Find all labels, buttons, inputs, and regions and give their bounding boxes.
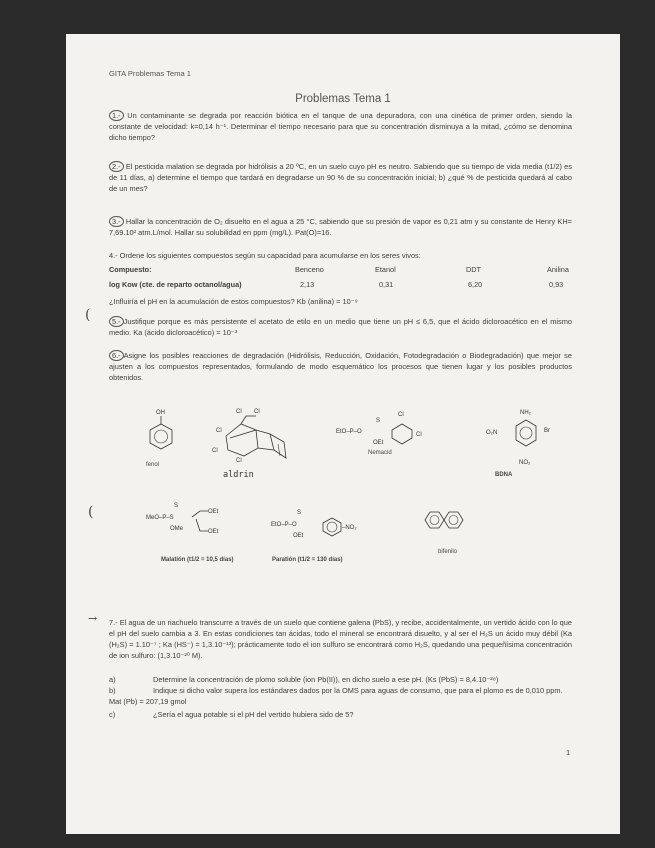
table-cell: 0,31 xyxy=(379,280,394,289)
svg-text:OMe: OMe xyxy=(170,526,184,532)
svg-text:Cl: Cl xyxy=(216,428,222,434)
problem-7-text: El agua de un riachuelo transcurre a través de un suelo que contiene galena (PbS), y recibe, accidentalmente, un vertido ácido con lo que el pH del suelo cambia a 3. En estas condiciones tan ácidas, todo el mineral se encontrará disuelto, y al ser el H₂S un ácido muy débil (Ka (H₂S) = 1.10⁻⁷ ; Ka (HS⁻) = 1,3.10⁻¹³); prácticamente todo el ion sulfuro se encontrará como H₂S, quedando una pequeñísima concentración de ion sulfuro: (1,3.10⁻²⁰ M). xyxy=(109,618,572,660)
table-cell: Compuesto: xyxy=(109,265,152,274)
problem-7 xyxy=(109,617,572,661)
svg-text:–NO₂: –NO₂ xyxy=(342,525,357,531)
page-number: 1 xyxy=(566,748,571,757)
table-cell: 2,13 xyxy=(300,280,315,289)
problem-6-text: Asigne los posibles reacciones de degradación (Hidrólisis, Reducción, Oxidación, Fotodegradación o Biodegradación) que mejor se ajusten a los compuestos representados, formulando de modo esquemático los procesos que tienen lugar y los posibles productos obtenidos. xyxy=(109,351,572,382)
page-title: Problemas Tema 1 xyxy=(295,93,391,105)
svg-text:O₂N: O₂N xyxy=(486,430,498,436)
problem-5-text: Justifique porque es más persistente el acetato de etilo en un medio que tiene un pH ≤ 6,5, que el ácido dicloroacético en el mismo medio. Ka (ácido dicloroacético) = 10⁻³ xyxy=(109,317,572,337)
table-cell: DDT xyxy=(466,265,481,274)
problem-2-number: 2.- xyxy=(109,161,124,172)
malation-label: Malatión (t1/2 = 10,5 días) xyxy=(161,557,234,563)
table-cell: Anilina xyxy=(547,265,569,274)
table-cell: 6,20 xyxy=(468,280,483,289)
table-cell: Etanol xyxy=(375,265,396,274)
problem-4-intro: 4.- Ordene los siguientes compuestos según su capacidad para acumularse en los seres vivos: xyxy=(109,251,421,260)
aldrin-label: aldrin xyxy=(223,470,254,480)
header-text: GITA Problemas Tema 1 xyxy=(109,69,192,78)
oh-label: OH xyxy=(156,410,165,416)
svg-text:NO₂: NO₂ xyxy=(519,460,531,466)
bifenilo-structure xyxy=(421,508,471,532)
svg-text:Cl: Cl xyxy=(236,458,242,464)
malation-structure xyxy=(146,499,236,549)
table-cell: Benceno xyxy=(295,265,324,274)
problem-6-number: 6.- xyxy=(109,350,124,361)
problem-3 xyxy=(109,216,572,238)
bdna-structure xyxy=(486,406,566,466)
svg-text:Cl: Cl xyxy=(236,409,242,415)
svg-text:Cl: Cl xyxy=(398,412,404,418)
problem-5-number: 5.- xyxy=(109,316,124,327)
arrow-mark: → xyxy=(88,612,98,625)
svg-text:EtO–P–O: EtO–P–O xyxy=(336,429,362,435)
problem-7c-text: ¿Sería el agua potable si el pH del vertido hubiera sido de 5? xyxy=(153,710,354,719)
table-cell: log Kow (cte. de reparto octanol/agua) xyxy=(109,280,242,289)
svg-text:OEt: OEt xyxy=(293,533,304,539)
fenol-label: fenol xyxy=(146,462,160,468)
problem-7-number: 7.- xyxy=(109,618,118,627)
problem-3-text: Hallar la concentración de O₂ disuelto en el agua a 25 °C, sabiendo que su presión de vapor es 0,21 atm y su constante de Henry KH= 7,69.10² atm.L/mol. Hallar su solubilidad en ppm (mg/L). Pat(O)=16. xyxy=(109,217,572,237)
svg-text:OEt: OEt xyxy=(208,509,219,515)
problem-4-question: ¿Influiría el pH en la acumulación de estos compuestos? Kb (anilina) = 10⁻⁹ xyxy=(109,297,358,306)
problem-2-text: El pesticida malation se degrada por hidrólisis a 20 ºC, en un suelo cuyo pH es neutro. Sabiendo que su tiempo de vida media (t1/2) es de 11 días, a) determine el tiempo que tardará en degradarse un 90 % de su concentración inicial; b) ¿qué % de pesticida quedará al cabo de un mes? xyxy=(109,162,572,193)
problem-1 xyxy=(109,110,572,143)
svg-text:S: S xyxy=(376,418,381,424)
svg-text:OEt: OEt xyxy=(208,529,219,535)
problem-1-text: Un contaminante se degrada por reacción biótica en el tanque de una depuradora, con una cinética de primer orden, siendo la constante de velocidad: k=0,14 h⁻¹. Determinar el tiempo necesario para que su concentración disminuya a la mitad, ¿cómo se denomina dicho tiempo? xyxy=(109,111,572,142)
problem-3-number: 3.- xyxy=(109,216,124,227)
svg-text:S: S xyxy=(297,510,302,516)
paration-structure xyxy=(271,504,391,546)
problem-7a-text: Determine la concentración de plomo soluble (ion Pb(II)), en dicho suelo a ese pH. (Ks (PbS) = 8,4.10⁻²⁸) xyxy=(153,675,499,684)
problem-2 xyxy=(109,161,572,194)
fenol-structure xyxy=(144,406,180,468)
problem-7b-text: Indique si dicho valor supera los estándares dados por la OMS para aguas de consumo, que para el plomo es de 0,010 ppm. Mat (Pb) = 207,19 gmol xyxy=(109,686,563,706)
table-cell: 0,93 xyxy=(549,280,564,289)
svg-text:Cl: Cl xyxy=(212,448,218,454)
paration-label: Paratión (t1/2 = 130 días) xyxy=(272,557,343,563)
aldrin-structure xyxy=(206,404,296,476)
document-page xyxy=(66,34,620,834)
svg-text:Cl: Cl xyxy=(254,409,260,415)
bifenilo-label: bifenilo xyxy=(438,549,458,555)
nemacid-structure xyxy=(336,406,456,458)
svg-text:S: S xyxy=(174,503,179,509)
table-row-compounds xyxy=(109,265,572,276)
svg-text:Cl: Cl xyxy=(416,432,422,438)
nemacid-label: Nemacid xyxy=(368,450,392,456)
table-row-logkow xyxy=(109,280,572,291)
svg-text:Br: Br xyxy=(544,428,550,434)
problem-5 xyxy=(109,316,572,338)
bdna-label: BDNA xyxy=(495,472,513,478)
svg-text:NH₂: NH₂ xyxy=(520,410,531,416)
problem-7b-label: b) xyxy=(109,686,116,695)
problem-1-number: 1.- xyxy=(109,110,124,121)
margin-bracket-mark: ( xyxy=(85,307,91,323)
svg-text:OEt: OEt xyxy=(373,440,384,446)
problem-7a-label: a) xyxy=(109,675,116,684)
svg-text:MeO–P–S: MeO–P–S xyxy=(146,515,174,521)
svg-text:EtO–P–O: EtO–P–O xyxy=(271,522,297,528)
margin-bracket-mark: ( xyxy=(88,504,94,520)
problem-6 xyxy=(109,350,572,383)
problem-7c-label: c) xyxy=(109,710,116,719)
